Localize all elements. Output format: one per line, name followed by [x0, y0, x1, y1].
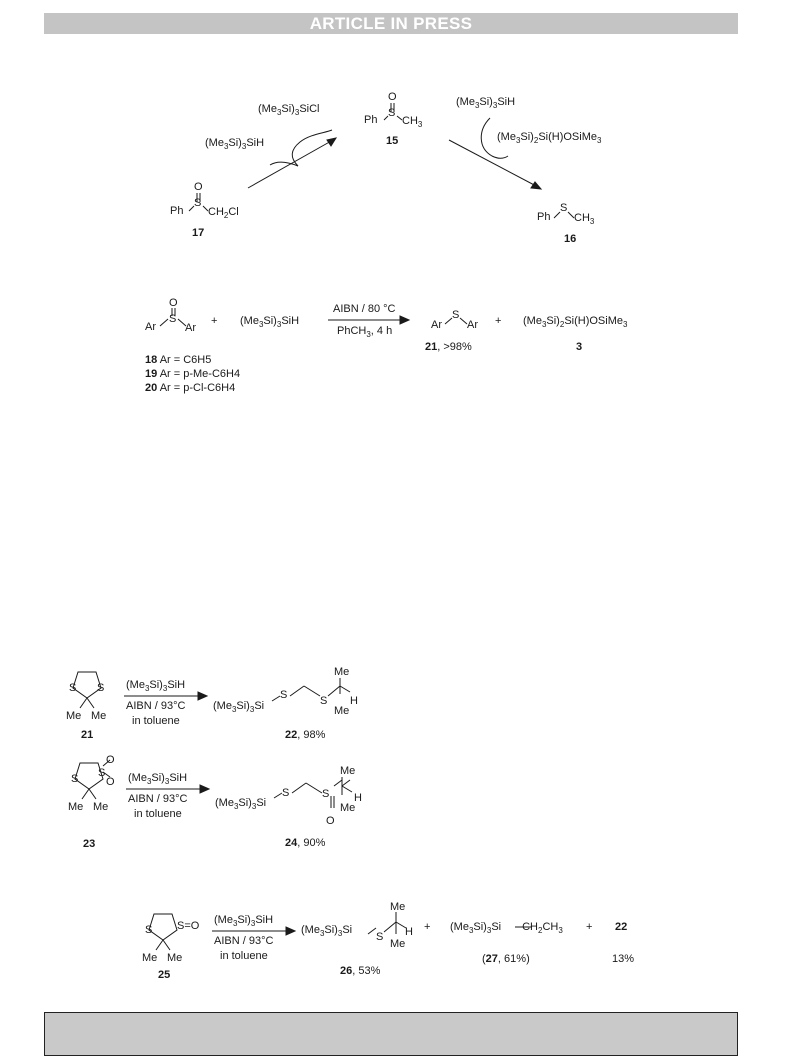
svg-text:S: S [280, 689, 288, 701]
compound-16-label: 16 [564, 233, 577, 245]
svg-text:CH3: $CH_3$ [402, 115, 423, 129]
svg-text:Me: Me [66, 710, 82, 722]
svg-text:(Me3Si)3Si: $(Me_3Si)_3Si$ [215, 797, 267, 811]
svg-text:S: S [282, 787, 290, 799]
svg-text:S: S [194, 197, 202, 209]
svg-text:O: O [106, 776, 115, 788]
svg-text:Me: Me [390, 938, 406, 950]
svg-text:Me: Me [68, 801, 84, 813]
footer-box [44, 1012, 738, 1056]
scheme1-reagent-top-left-in: $(Me_3Si)_3SiH$ [205, 137, 265, 151]
svg-text:in toluene: in toluene [132, 715, 180, 727]
scheme3c-product: 26, 53% [340, 965, 381, 977]
scheme2-cond-top: AIBN / 80 °C [333, 303, 396, 315]
svg-text:Me: Me [142, 952, 158, 964]
svg-text:+: + [424, 921, 431, 933]
svg-text:S: S [376, 931, 384, 943]
article-in-press-banner: ARTICLE IN PRESS [44, 13, 738, 34]
scheme1-reagent-top-right-out: $(Me_3Si)_2Si(H)OSiMe_3$ [497, 131, 602, 145]
svg-text:S: S [320, 695, 328, 707]
svg-text:Me: Me [390, 901, 406, 913]
svg-text:(Me3Si)3Si: $(Me_3Si)_3Si$ [301, 924, 353, 938]
svg-text:(Me3Si)3SiH: $(Me_3Si)_3SiH$ [214, 914, 274, 928]
scheme1-reagent-top-right-in: $(Me_3Si)_3SiH$ [456, 96, 516, 110]
svg-text:S: S [452, 309, 460, 321]
compound-21-label: 21 [81, 729, 94, 741]
svg-text:S: S [388, 107, 396, 119]
svg-text:S: S [98, 767, 106, 779]
svg-text:Me: Me [93, 801, 109, 813]
svg-text:S=O: S=O [177, 920, 200, 932]
scheme3c-product2-yield: (27, 61%) [482, 953, 530, 965]
svg-text:Ar: Ar [431, 319, 442, 331]
scheme3c-product2: $(Me_3Si)_3Si$ $CH_2CH_3$ [450, 921, 563, 935]
svg-text:Ar: Ar [185, 322, 196, 334]
scheme1-reagent-top-left-out: $(Me_3Si)_3SiCl$ [258, 103, 320, 117]
svg-text:H: H [354, 792, 362, 804]
scheme3c-product3: 22 [615, 921, 628, 933]
svg-text:Me: Me [340, 765, 356, 777]
svg-text:Ph: Ph [537, 211, 551, 223]
svg-text:O: O [169, 297, 178, 309]
svg-text:AIBN / 93°C: AIBN / 93°C [214, 935, 274, 947]
scheme3b-product: 24, 90% [285, 837, 326, 849]
ar-list-19: 19 Ar = p-Me-C6H4 [145, 368, 241, 380]
svg-text:S: S [169, 313, 177, 325]
compound-15-label: 15 [386, 135, 399, 147]
svg-text:H: H [350, 695, 358, 707]
svg-text:H: H [405, 926, 413, 938]
compound-23-label: 23 [83, 838, 96, 850]
scheme2-product: 21, >98% [425, 341, 472, 353]
svg-text:S: S [69, 682, 77, 694]
svg-text:S: S [145, 924, 153, 936]
svg-text:Me: Me [91, 710, 107, 722]
svg-text:AIBN / 93°C: AIBN / 93°C [126, 700, 186, 712]
svg-text:(Me3Si)3SiH: $(Me_3Si)_3SiH$ [128, 772, 188, 786]
ar-list-18: 18 Ar = C6H5 [145, 354, 212, 366]
scheme2-reagent: $(Me_3Si)_3SiH$ [240, 315, 300, 329]
svg-text:S: S [322, 788, 330, 800]
scheme3c-product3-yield: 13% [612, 953, 635, 965]
svg-text:Ar: Ar [467, 319, 478, 331]
svg-text:in toluene: in toluene [220, 950, 268, 962]
svg-text:O: O [194, 181, 203, 193]
scheme3a-product: 22, 98% [285, 729, 326, 741]
svg-text:in toluene: in toluene [134, 808, 182, 820]
svg-text:(Me3Si)3SiH: $(Me_3Si)_3SiH$ [126, 679, 186, 693]
svg-text:(Me3Si)3Si: $(Me_3Si)_3Si$ [213, 700, 265, 714]
svg-text:S: S [560, 202, 568, 214]
svg-text:Me: Me [334, 705, 350, 717]
svg-text:AIBN / 93°C: AIBN / 93°C [128, 793, 188, 805]
svg-text:Me: Me [334, 666, 350, 678]
svg-text:Ph: Ph [364, 114, 378, 126]
svg-text:Ar: Ar [145, 321, 156, 333]
svg-text:S: S [71, 773, 79, 785]
svg-text:+: + [586, 921, 593, 933]
svg-text:Me: Me [167, 952, 183, 964]
ar-list-20: 20 Ar = p-Cl-C6H4 [145, 382, 236, 394]
svg-text:O: O [326, 815, 335, 827]
compound-17-label: 17 [192, 227, 205, 239]
svg-text:+: + [211, 315, 218, 327]
svg-text:S: S [97, 682, 105, 694]
svg-text:O: O [388, 91, 397, 103]
compound-3-label: 3 [576, 341, 583, 353]
compound-25-label: 25 [158, 969, 171, 981]
svg-text:CH2Cl: $CH_2Cl$ [208, 206, 239, 220]
scheme2-byproduct: $(Me_3Si)_2Si(H)OSiMe_3$ [523, 315, 628, 329]
svg-text:+: + [495, 315, 502, 327]
svg-text:Me: Me [340, 802, 356, 814]
svg-text:O: O [106, 754, 115, 766]
scheme2-cond-bottom: PhCH$_3$, 4 h [337, 325, 393, 339]
svg-text:CH3: $CH_3$ [574, 212, 595, 226]
svg-text:Ph: Ph [170, 205, 184, 217]
